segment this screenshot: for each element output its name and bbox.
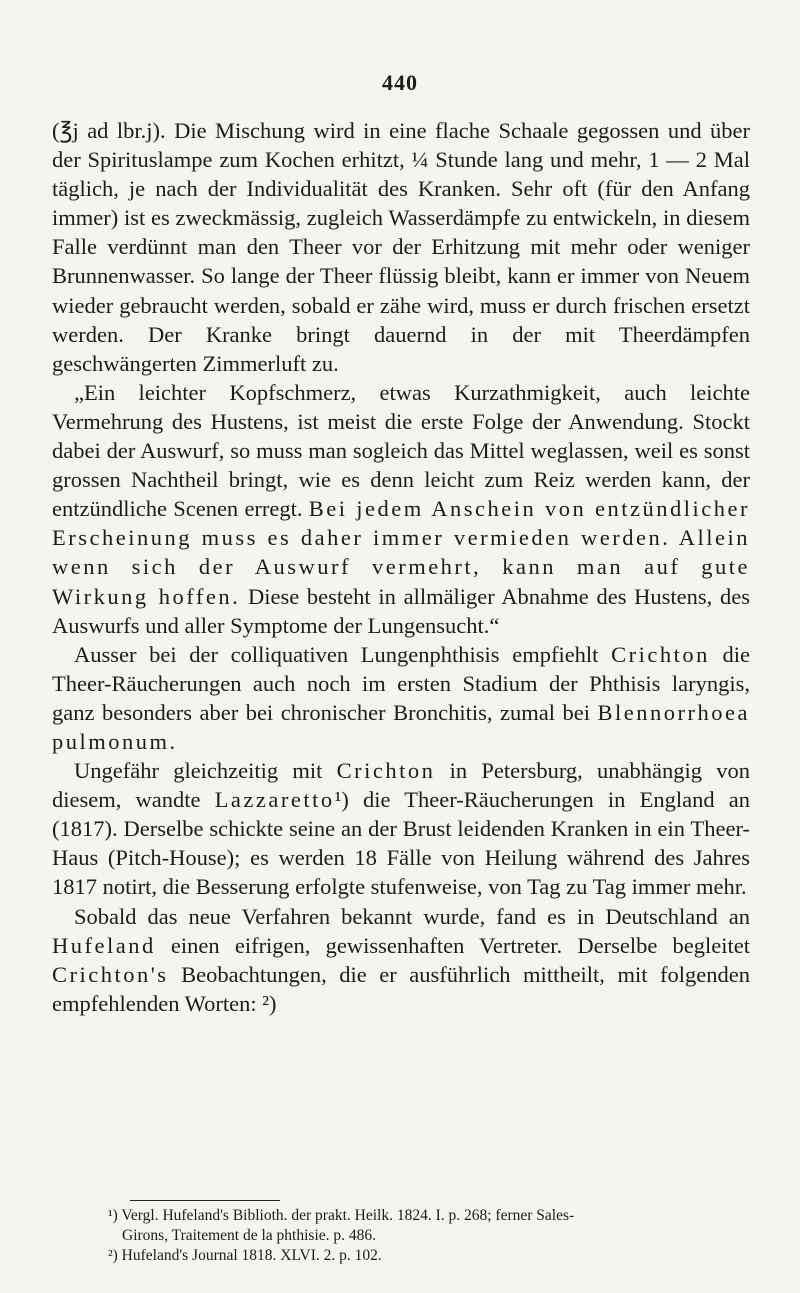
text-run: die Theer-Räucherungen auch noch im ersten Stadium der Phthisis laryngis, ganz besonders aber bei chronischer Bronchitis, zumal bei xyxy=(52,641,750,725)
footnote-2: ²) Hufeland's Journal 1818. XLVI. 2. p. 102. xyxy=(108,1247,382,1264)
body-text xyxy=(52,116,750,1018)
text-run: Beobachtungen, die er ausführlich mittheilt, mit folgenden empfehlenden Worten: ²) xyxy=(52,961,750,1016)
quote-tail: Diese besteht in allmäliger Abnahme des Hustens, des Auswurfs und aller Symptome der Lungensucht.“ xyxy=(52,583,750,638)
text-run: in Petersburg, unabhängig von diesem, wandte xyxy=(52,758,750,813)
text-run: einen eifrigen, gewissenhaften Vertreter. Derselbe begleitet xyxy=(155,932,750,958)
paragraph-quote xyxy=(52,378,750,640)
text-run: ¹) die Theer-Räucherungen in England an (1817). Derselbe schickte seine an der Brust leidenden Kranken in ein Theer-Haus (Pitch-House); es werden 18 Fälle von Heilung während des Jahres 1817 notirt, die Besserung erfolgte stufenweise, von Tag zu Tag immer mehr. xyxy=(52,787,750,900)
name-hufeland: Hufeland xyxy=(52,932,156,958)
text-run: Ungefähr gleichzeitig mit xyxy=(74,758,337,784)
name-crichton: Crichton xyxy=(611,641,710,667)
quote-lead: „Ein leichter Kopfschmerz, etwas Kurzathmigkeit, auch leichte Vermehrung des Hustens, ist meist die erste Folge der Anwendung. Stockt dabei der Auswurf, so muss man sogleich das Mittel weglassen, weil es sonst grossen Nachtheil bringt, wie es denn leicht zum Reiz werden kann, der entzündliche Scenen erregt. xyxy=(52,379,750,522)
footnote-1-continued: Girons, Traitement de la phthisie. p. 486. xyxy=(122,1227,377,1244)
quote-spaced-emphasis: Bei jedem Anschein von entzündlicher Erscheinung muss es daher immer vermieden werden. Allein wenn sich der Auswurf vermehrt, kann man auf gute Wirkung hoffen. xyxy=(52,496,750,609)
text-run: . xyxy=(169,728,176,754)
paragraph-tar-mixture: (℥j ad lbr.j). Die Mischung wird in eine flache Schaale gegossen und über der Spirituslampe zum Kochen erhitzt, ¼ Stunde lang und mehr, 1 — 2 Mal täglich, je nach der Individualität des Kranken. Sehr oft (für den Anfang immer) ist es zweckmässig, zugleich Wasserdämpfe zu entwickeln, in diesem Falle verdünnt man den Theer vor der Erhitzung mit mehr oder weniger Brunnenwasser. So lange der Theer flüssig bleibt, kann er immer von Neuem wieder gebraucht werden, sobald er zähe wird, muss er durch frischen ersetzt werden. Der Kranke bringt dauernd in der mit Theerdämpfen geschwängerten Zimmerluft zu. xyxy=(52,118,750,376)
name-crichtons: Crichton's xyxy=(52,961,169,987)
paragraph-lazzaretto xyxy=(52,756,750,901)
paragraph-hufeland xyxy=(52,902,750,1018)
footnotes xyxy=(108,1206,748,1266)
term-blennorrhoea: Blennorrhoea pulmonum xyxy=(52,699,750,754)
name-lazzaretto: Lazzaretto xyxy=(214,787,335,813)
footnote-1: ¹) Vergl. Hufeland's Biblioth. der prakt. Heilk. 1824. I. p. 268; ferner Sales- xyxy=(108,1207,575,1224)
paragraph-crichton xyxy=(52,640,750,756)
text-run: Ausser bei der colliquativen Lungenphthisis empfiehlt xyxy=(74,641,612,667)
footnote-separator xyxy=(130,1200,280,1201)
page-number: 440 xyxy=(382,70,418,95)
text-run: Sobald das neue Verfahren bekannt wurde, fand es in Deutschland an xyxy=(74,903,750,929)
name-crichton: Crichton xyxy=(336,758,436,784)
